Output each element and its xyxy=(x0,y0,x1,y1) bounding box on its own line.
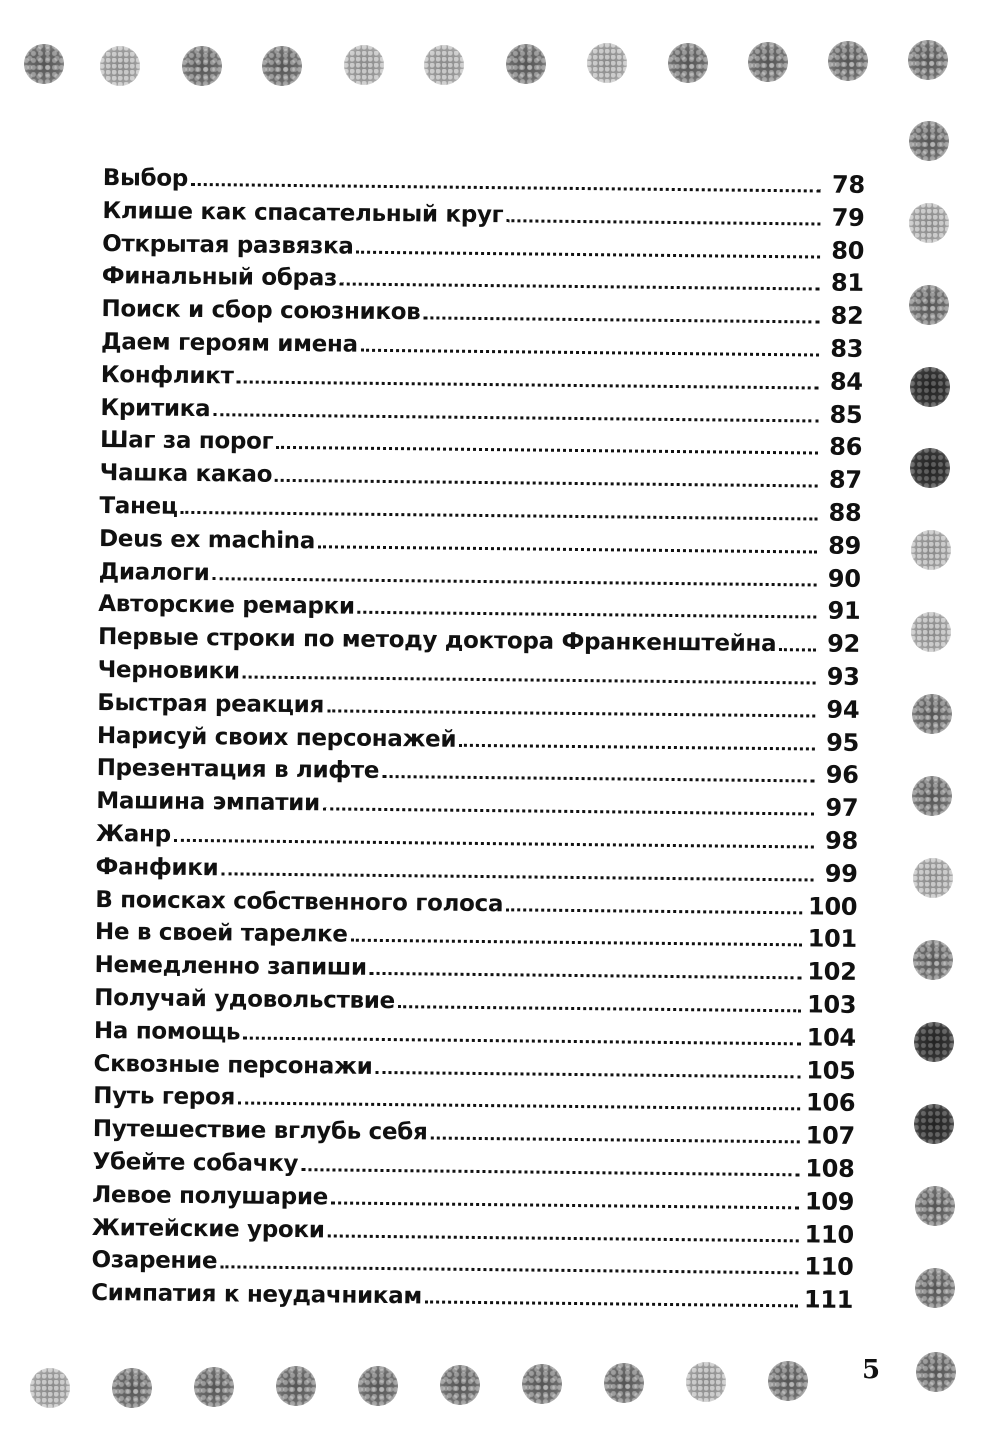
toc-dot-leader xyxy=(382,775,814,783)
toc-dot-leader xyxy=(318,545,817,553)
halftone-dot-icon xyxy=(587,43,627,83)
toc-dot-leader xyxy=(243,1036,800,1045)
toc-entry-page: 81 xyxy=(830,269,864,298)
toc-entry-title: В поисках собственного голоса xyxy=(95,886,504,917)
toc-dot-leader xyxy=(340,283,820,291)
toc-entry-page: 92 xyxy=(827,629,861,659)
toc-dot-leader xyxy=(220,1266,798,1275)
toc-entry-title: Презентация в лифте xyxy=(96,755,380,785)
toc-entry-page: 100 xyxy=(807,891,858,921)
toc-entry-title: Авторские ремарки xyxy=(98,591,355,621)
toc-dot-leader xyxy=(361,349,819,357)
toc-entry-page: 85 xyxy=(829,400,863,429)
toc-entry-page: 95 xyxy=(826,728,860,757)
toc-entry-page: 86 xyxy=(829,432,863,462)
toc-dot-leader xyxy=(506,219,820,225)
halftone-dot-icon xyxy=(686,1362,726,1402)
toc-entry-page: 80 xyxy=(831,236,865,265)
toc-entry-title: Чашка какао xyxy=(99,460,273,488)
toc-entry-title: Первые строки по методу доктора Франкенштейна xyxy=(97,624,777,658)
halftone-dot-icon xyxy=(24,44,64,84)
toc-entry-title: На помощь xyxy=(93,1017,241,1046)
toc-dot-leader xyxy=(430,1137,799,1144)
toc-entry-page: 105 xyxy=(806,1055,856,1085)
toc-entry-title: Машина эмпатии xyxy=(96,788,321,817)
toc-entry-page: 88 xyxy=(828,498,862,527)
toc-dot-leader xyxy=(275,479,818,488)
toc-entry-page: 94 xyxy=(826,695,860,724)
halftone-dot-icon xyxy=(913,858,953,898)
halftone-dot-icon xyxy=(913,940,953,980)
toc-entry-title: Убейте собачку xyxy=(92,1148,299,1178)
halftone-dot-icon xyxy=(276,1366,316,1406)
halftone-dot-icon xyxy=(358,1366,398,1406)
toc-dot-leader xyxy=(212,577,816,586)
toc-dot-leader xyxy=(327,709,815,717)
toc-entry-page: 93 xyxy=(826,662,860,691)
toc-dot-leader xyxy=(301,1168,799,1176)
toc-dot-leader xyxy=(331,1201,799,1209)
toc-entry-title: Жанр xyxy=(95,820,171,848)
halftone-dot-icon xyxy=(768,1361,808,1401)
halftone-dot-icon xyxy=(828,41,868,81)
toc-entry-title: Поиск и сбор союзников xyxy=(101,296,421,326)
halftone-dot-icon xyxy=(424,45,464,85)
halftone-dot-icon xyxy=(912,776,952,816)
toc-dot-leader xyxy=(237,380,819,389)
toc-entry-page: 106 xyxy=(805,1088,856,1118)
toc-entry-page: 83 xyxy=(830,334,864,363)
toc-entry-title: Фанфики xyxy=(95,853,219,881)
halftone-dot-icon xyxy=(910,448,950,488)
toc-dot-leader xyxy=(375,1070,800,1077)
toc-dot-leader xyxy=(351,939,802,947)
halftone-dot-icon xyxy=(262,46,302,86)
halftone-dot-icon xyxy=(668,43,708,83)
toc-dot-leader xyxy=(423,317,819,324)
toc-entry-page: 78 xyxy=(831,170,865,199)
toc-entry-page: 91 xyxy=(827,596,861,626)
toc-dot-leader xyxy=(174,839,814,849)
toc-entry-page: 107 xyxy=(805,1121,855,1151)
toc-dot-leader xyxy=(276,446,818,455)
toc-entry-page: 96 xyxy=(825,760,859,790)
toc-entry-title: Путешествие вглубь себя xyxy=(92,1116,428,1146)
toc-entry-title: Конфликт xyxy=(100,361,234,390)
toc-entry-title: Диалоги xyxy=(98,558,210,586)
toc-dot-leader xyxy=(328,1234,799,1242)
toc-entry-title: Критика xyxy=(100,394,211,422)
toc-entry-page: 103 xyxy=(806,990,857,1019)
toc-entry-title: Финальный образ xyxy=(101,263,338,292)
halftone-dot-icon xyxy=(911,612,951,652)
toc-entry-title: Симпатия к неудачникам xyxy=(91,1280,423,1310)
halftone-dot-icon xyxy=(910,367,950,407)
halftone-dot-icon xyxy=(100,46,140,86)
toc-dot-leader xyxy=(459,743,815,750)
halftone-dot-icon xyxy=(112,1368,152,1408)
toc-entry-page: 90 xyxy=(827,564,861,593)
toc-entry-title: Сквозные персонажи xyxy=(93,1050,373,1080)
toc-entry-page: 99 xyxy=(824,859,858,888)
toc-entry-page: 102 xyxy=(807,957,857,987)
toc-entry-title: Быстрая реакция xyxy=(97,689,325,719)
toc-entry-title: Нарисуй своих персонажей xyxy=(96,722,457,753)
toc-entry-title: Путь героя xyxy=(93,1083,236,1111)
halftone-dot-icon xyxy=(909,203,949,243)
toc-entry-title: Получай удовольствие xyxy=(94,984,396,1015)
toc-dot-leader xyxy=(238,1102,800,1111)
toc-dot-leader xyxy=(181,511,818,521)
halftone-dot-icon xyxy=(914,1104,954,1144)
toc-entry-page: 97 xyxy=(825,793,859,823)
halftone-dot-icon xyxy=(748,42,788,82)
table-of-contents xyxy=(91,163,865,1319)
halftone-dot-icon xyxy=(604,1363,644,1403)
halftone-dot-icon xyxy=(506,44,546,84)
toc-dot-leader xyxy=(358,611,817,619)
toc-entry-title: Житейские уроки xyxy=(91,1214,325,1243)
toc-entry-title: Клише как спасательный круг xyxy=(102,197,504,228)
toc-entry-title: Открытая развязка xyxy=(102,230,354,260)
toc-entry xyxy=(91,1278,853,1319)
toc-dot-leader xyxy=(398,1005,801,1012)
toc-entry-page: 89 xyxy=(828,531,862,560)
toc-entry-page: 87 xyxy=(828,465,862,495)
page-number: 5 xyxy=(862,1355,881,1385)
halftone-dot-icon xyxy=(915,1186,955,1226)
halftone-dot-icon xyxy=(194,1367,234,1407)
toc-entry-title: Левое полушарие xyxy=(92,1181,329,1211)
toc-entry-title: Озарение xyxy=(91,1247,218,1275)
toc-entry-page: 110 xyxy=(804,1252,854,1282)
toc-entry-page: 101 xyxy=(807,924,858,954)
toc-entry-title: Даем героям имена xyxy=(100,328,358,358)
toc-entry-title: Не в своей тарелке xyxy=(94,919,348,948)
halftone-dot-icon xyxy=(908,40,948,80)
toc-entry-page: 111 xyxy=(803,1285,854,1315)
toc-entry-page: 104 xyxy=(806,1023,857,1052)
toc-entry-page: 79 xyxy=(831,203,865,232)
toc-entry-page: 108 xyxy=(805,1154,855,1183)
halftone-dot-icon xyxy=(911,530,951,570)
halftone-dot-icon xyxy=(30,1368,70,1408)
halftone-dot-icon xyxy=(912,694,952,734)
halftone-dot-icon xyxy=(440,1365,480,1405)
toc-entry-title: Шаг за порог xyxy=(99,427,274,456)
halftone-dot-icon xyxy=(182,46,222,86)
halftone-dot-icon xyxy=(915,1268,955,1308)
halftone-dot-icon xyxy=(916,1352,956,1392)
toc-entry-title: Танец xyxy=(99,492,178,520)
halftone-dot-icon xyxy=(522,1364,562,1404)
toc-entry-page: 110 xyxy=(804,1219,854,1249)
toc-dot-leader xyxy=(370,972,802,980)
toc-entry-page: 98 xyxy=(824,826,859,855)
toc-entry-page: 109 xyxy=(804,1187,855,1216)
toc-entry-page: 82 xyxy=(830,301,864,331)
toc-entry-title: Выбор xyxy=(102,164,189,192)
toc-dot-leader xyxy=(243,675,816,684)
toc-entry-title: Немедленно запиши xyxy=(94,952,367,981)
toc-dot-leader xyxy=(779,648,816,651)
toc-entry-page: 84 xyxy=(829,367,863,396)
toc-entry-title: Черновики xyxy=(97,656,240,685)
halftone-dot-icon xyxy=(909,285,949,325)
halftone-dot-icon xyxy=(344,45,384,85)
toc-dot-leader xyxy=(221,872,813,881)
toc-entry-title: Deus ex machina xyxy=(98,525,316,555)
toc-dot-leader xyxy=(191,183,821,193)
toc-dot-leader xyxy=(357,250,821,258)
halftone-dot-icon xyxy=(914,1022,954,1062)
toc-dot-leader xyxy=(323,807,814,815)
toc-dot-leader xyxy=(425,1301,798,1308)
toc-dot-leader xyxy=(506,908,802,914)
halftone-dot-icon xyxy=(909,121,949,161)
toc-dot-leader xyxy=(213,413,818,422)
